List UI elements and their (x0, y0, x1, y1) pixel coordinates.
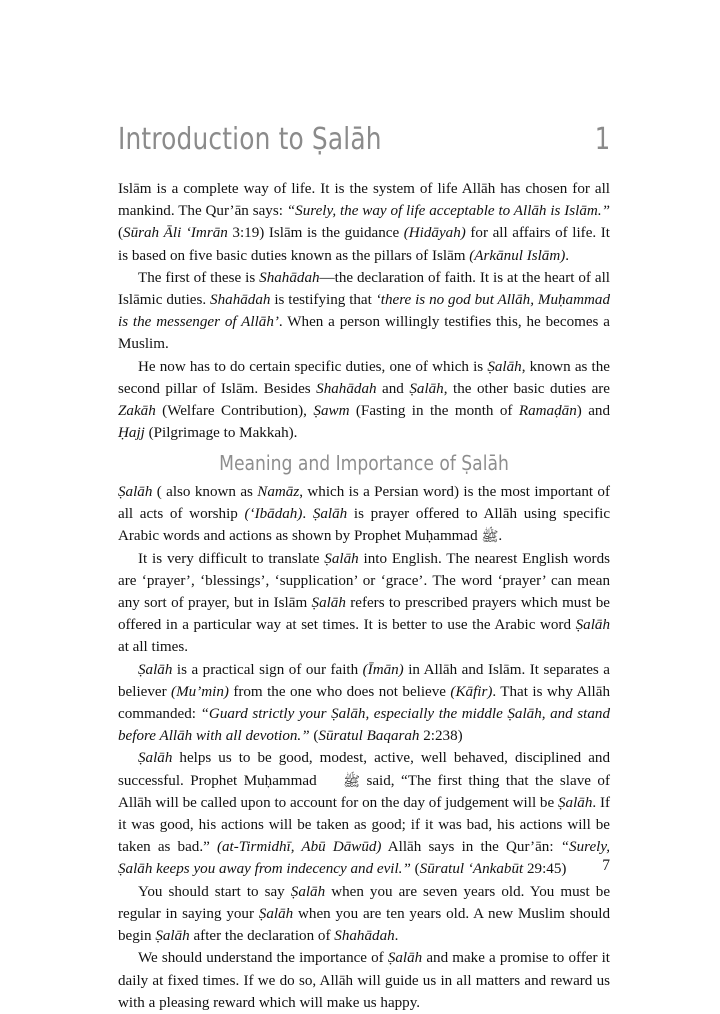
p8-salah-term-3: Ṣalāh (155, 928, 190, 945)
paragraph-3 (118, 356, 610, 445)
p2-shahadah-term-2: Shahādah (210, 292, 271, 309)
p3-text-d: , the other basic duties are (443, 380, 610, 397)
body-text-column (118, 178, 610, 1014)
p3-text-a: He now has to do certain specific duties, one of which is (138, 358, 488, 375)
p3-shahadah-term: Shahādah (316, 380, 377, 397)
p7-text-f: 29:45) (523, 861, 567, 878)
p4-text-a: ( also known as (152, 484, 258, 501)
p4-salah-term-2: Ṣalāh (312, 506, 348, 523)
p4-text-e: . (498, 528, 503, 545)
p2-text-c: is testifying that (270, 292, 376, 309)
p8-text-d: after the declaration of (189, 928, 335, 945)
p8-shahadah-term: Shahādah (334, 928, 395, 945)
p6-kafir-term: (Kāfir) (450, 683, 493, 700)
p3-hajj-term: Ḥajj (118, 425, 145, 442)
p9-text-b: and make a promise to offer it daily at fixed times. If we do so, Allāh will guide us in all matters and reward us with a pleasing reward which will make us happy. (118, 950, 610, 1011)
p7-text-a: helps us to be good, modest, active, well behaved, disciplined and successful. Prophet Muḥammad (118, 750, 610, 789)
p3-ramadan-term: Ramaḍān (518, 403, 577, 420)
p1-text-a: Islām is a complete way of life. It is the system of life Allāh has chosen for all mankind. The Qur’ān says: (118, 181, 610, 220)
p5-salah-term-1: Ṣalāh (324, 550, 359, 567)
paragraph-4 (118, 481, 610, 548)
p7-quran-quote: “Surely, Ṣalāh keeps you away from indecency and evil.” (118, 839, 610, 878)
p9-text-a: We should understand the importance of (138, 950, 388, 967)
p6-salah-term-1: Ṣalāh (138, 661, 173, 678)
p4-text-c: . (302, 506, 313, 523)
p6-text-b: in Allāh and Islām. It separates a believer (118, 661, 611, 700)
p3-text-g: ) and (576, 403, 611, 420)
p6-quran-quote: “Guard strictly your Ṣalāh, especially the middle Ṣalāh, and stand before Allāh with all devotion.” (118, 706, 610, 745)
p3-text-e: (Welfare Contribution), (155, 403, 314, 420)
p6-text-e: ( (309, 728, 319, 745)
paragraph-9 (118, 947, 610, 1014)
p7-text-e: ( (410, 861, 420, 878)
p3-salah-term-1: Ṣalāh (487, 358, 522, 375)
paragraph-8 (118, 881, 610, 948)
p8-salah-term-2: Ṣalāh (258, 905, 294, 922)
paragraph-7 (118, 747, 610, 880)
p2-text-a: The first of these is (138, 269, 260, 286)
p1-surah-reference: Sūrah Āli ‘Imrān (123, 225, 228, 242)
p6-text-d: . That is why Allāh commanded: (118, 683, 610, 723)
p1-hidayah-term: (Hidāyah) (403, 225, 466, 242)
p4-text-d: is prayer offered to Allāh using specific Arabic words and actions as shown by Prophet Muḥammad (118, 506, 611, 545)
p6-text-c: from the one who does not believe (228, 683, 451, 700)
p5-text-c: refers to prescribed prayers which must be offered in a particular way at set times. It is better to use the Arabic word (118, 595, 610, 634)
page-number: 7 (602, 857, 610, 874)
p2-text-d: . When a person willingly testifies this, he becomes a Muslim. (118, 314, 611, 353)
p5-salah-term-2: Ṣalāh (311, 595, 346, 612)
p1-text-b: ( (118, 225, 124, 242)
p2-kalimah-quote: ‘there is no god but Allāh, Muḥammad is the messenger of Allāh’ (118, 292, 610, 331)
paragraph-6 (118, 659, 610, 748)
p6-mumin-term: (Mu’min) (171, 683, 229, 700)
p5-salah-term-3: Ṣalāh (575, 617, 610, 634)
p2-text-b: —the declaration of faith. It is at the heart of all Islāmic duties. (118, 269, 610, 309)
p3-text-c: and (376, 380, 410, 397)
p3-salah-term-2: Ṣalāh (409, 380, 444, 397)
page-title: Introduction to Ṣalāh (118, 122, 382, 157)
chapter-number: 1 (594, 122, 610, 157)
p4-salah-term-1: Ṣalāh (118, 484, 153, 501)
p3-zakah-term: Zakāh (118, 403, 156, 420)
chapter-header (118, 122, 610, 157)
salla-calligraphy-icon-2: ﷺ (343, 773, 361, 790)
paragraph-5 (118, 548, 610, 659)
salla-calligraphy-icon: ﷺ (481, 529, 499, 546)
p8-text-e: . (394, 928, 399, 945)
p1-quran-quote: “Surely, the way of life acceptable to Allāh is Islām.” (286, 203, 610, 220)
p8-salah-term-1: Ṣalāh (290, 883, 326, 900)
p1-text-d: for all affairs of life. It is based on five basic duties known as the pillars of Islām (118, 225, 610, 264)
p4-text-b: , which is a Persian word) is the most important of all acts of worship (118, 484, 611, 523)
p3-text-h: (Pilgrimage to Makkah). (144, 425, 298, 442)
p1-text-e: . (565, 247, 570, 264)
p6-surah-reference: Sūratul Baqarah (318, 728, 420, 745)
p5-text-b: into English. The nearest English words are ‘prayer’, ‘blessings’, ‘supplication’ or ‘grace’. The word ‘prayer’ can mean any sort of prayer, but in Islām (118, 550, 610, 612)
p8-text-a: You should start to say (138, 883, 291, 900)
p3-sawm-term: Ṣawm (313, 403, 350, 420)
p7-surah-reference: Sūratul ‘Ankabūt (419, 861, 524, 878)
p6-text-f: 2:238) (419, 728, 463, 745)
p7-hadith-source: (at-Tirmidhī, Abū Dāwūd) (216, 839, 382, 856)
p8-text-b: when you are seven years old. You must be regular in saying your (118, 883, 611, 922)
p1-text-c: 3:19) Islām is the guidance (227, 225, 404, 242)
p3-text-f: (Fasting in the month of (349, 403, 519, 420)
p7-text-c: . If it was good, his actions will be taken as good; if it was bad, his actions will be taken as bad.” (118, 794, 610, 856)
p1-arkanul-islam-term: (Arkānul Islām) (469, 247, 566, 264)
p7-text-b: said, “The first thing that the slave of Allāh will be called upon to account for on the day of judgement will be (118, 772, 610, 811)
paragraph-1 (118, 178, 610, 267)
p4-namaz-term: Namāz (257, 484, 300, 501)
p5-text-a: It is very difficult to translate (138, 550, 325, 567)
p2-shahadah-term-1: Shahādah (259, 269, 320, 286)
p7-salah-term-2: Ṣalāh (557, 794, 593, 811)
p3-text-b: , known as the second pillar of Islām. Besides (118, 358, 611, 397)
p4-ibadah-term: (‘Ibādah) (244, 506, 303, 523)
section-heading: Meaning and Importance of Ṣalāh (219, 451, 509, 476)
p7-salah-term-1: Ṣalāh (138, 750, 173, 767)
p5-text-d: at all times. (118, 639, 189, 656)
paragraph-2 (118, 267, 610, 356)
p8-text-c: when you are ten years old. A new Muslim should begin (118, 905, 610, 945)
p7-text-d: Allāh says in the Qur’ān: (381, 839, 561, 856)
p6-iman-term: (Īmān) (362, 661, 404, 678)
p9-salah-term-1: Ṣalāh (387, 950, 423, 967)
p6-text-a: is a practical sign of our faith (172, 661, 363, 678)
